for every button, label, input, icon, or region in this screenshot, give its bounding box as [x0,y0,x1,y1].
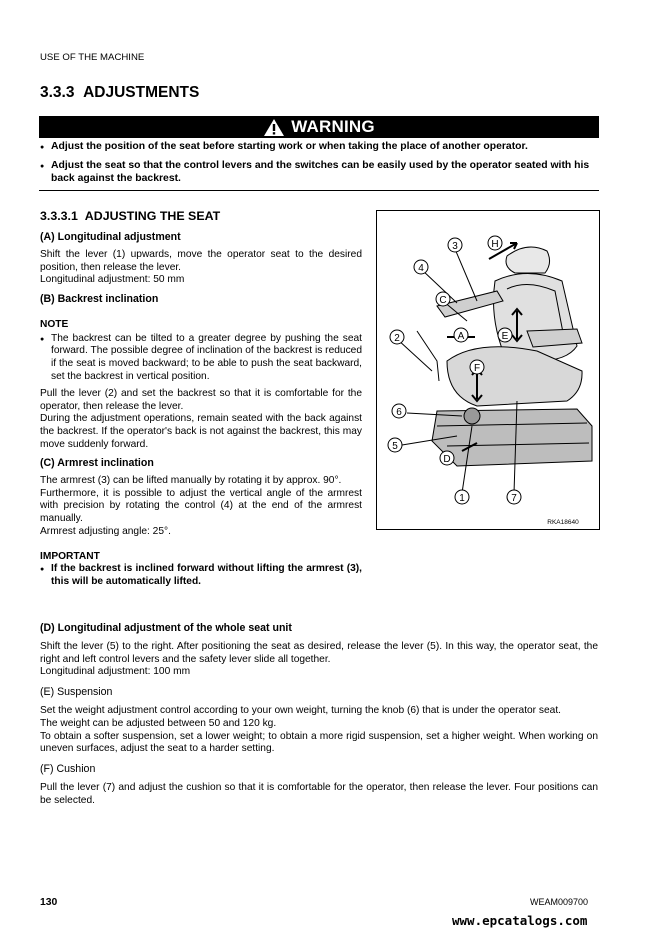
warning-item: ● Adjust the position of the seat before starting work or when taking the place of another operator. [40,141,598,154]
warning-item: ● Adjust the seat so that the control levers and the switches can be easily used by the operator seated with his back against the backrest. [40,160,598,186]
warning-list [40,141,598,185]
section-b-caution: During the adjustment operations, remain seated with the back against the backrest. If the operator's back is not against the backrest, this may move suddenly forward. [40,413,362,450]
callout-4-label: 4 [418,263,424,274]
callout-2 [390,330,404,344]
section-e-text: The weight can be adjusted between 50 and 120 kg. [40,717,277,729]
callout-f [470,360,484,374]
running-header: USE OF THE MACHINE [40,52,145,63]
warning-triangle-icon [263,118,285,137]
callout-7-label: 7 [511,493,517,504]
callout-3-label: 3 [452,241,458,252]
callout-6 [392,404,406,418]
subsection-heading [40,209,220,223]
warning-label: WARNING [291,117,375,136]
figure-code: RKA18640 [547,519,579,526]
section-e-text: Set the weight adjustment control according to your own weight, turning the knob (6) that is under the operator seat. [40,705,561,717]
note-text: ● The backrest can be tilted to a greater degree by pushing the seat forward. The possible degree of inclination of the backrest is reduced if the seat is moved backward; to be able to push the seat backward, set the backrest in vertical position. [40,333,362,383]
section-number: 3.3.3 [40,84,75,101]
warning-divider [39,190,599,191]
section-d-spec: Longitudinal adjustment: 100 mm [40,666,191,678]
subsection-number: 3.3.3.1 [40,209,78,223]
callout-e [498,328,512,342]
section-heading [40,84,199,102]
callout-c [436,292,450,306]
callout-a-label: A [457,331,465,342]
callout-d-label: D [443,454,451,465]
callout-h-label: H [491,239,499,250]
section-a-spec: Longitudinal adjustment: 50 mm [40,274,185,286]
callout-3 [448,238,462,252]
document-code: WEAM009700 [530,897,589,907]
section-b-title: (B) Backrest inclination [40,292,159,305]
callout-4 [414,260,428,274]
section-f-title: (F) Cushion [40,762,96,775]
warning-banner [39,116,599,138]
page-number: 130 [40,897,58,908]
note-label: NOTE [40,318,69,330]
callout-a [454,328,468,342]
section-d-text: Shift the lever (5) to the right. After positioning the seat as desired, release the lever (5). In this way, the operator seat, the right and left control levers and the safety lever slide all together. [40,641,598,665]
section-c-text: Furthermore, it is possible to adjust the vertical angle of the armrest with precision by rotating the control (4) at the end of the armrest manually. [40,487,362,524]
section-d-title: (D) Longitudinal adjustment of the whole seat unit [40,622,292,634]
callout-1-label: 1 [459,493,465,504]
section-c-text: The armrest (3) can be lifted manually by rotating it by approx. 90°. [40,475,342,487]
callout-c-label: C [439,295,447,306]
callout-d [440,451,454,465]
section-a-title: (A) Longitudinal adjustment [40,231,181,243]
important-label: IMPORTANT [40,551,100,563]
callout-5 [388,438,402,452]
callout-e-label: E [501,331,509,342]
seat-figure [376,210,600,530]
full-width-column [40,622,598,808]
callout-7 [507,490,521,504]
callout-6-label: 6 [396,407,402,418]
section-title: ADJUSTMENTS [83,84,200,101]
subsection-title: ADJUSTING THE SEAT [84,209,221,223]
left-column [40,231,362,589]
section-f-text: Pull the lever (7) and adjust the cushion so that it is comfortable for the operator, then release the lever. Four positions can be selected. [40,782,598,806]
section-c-title: (C) Armrest inclination [40,457,154,470]
section-c-spec: Armrest adjusting angle: 25°. [40,525,171,537]
callout-f-label: F [473,363,481,374]
section-b-text: Pull the lever (2) and set the backrest so that it is comfortable for the operator, then release the lever. [40,388,362,412]
watermark-link[interactable]: www.epcatalogs.com [452,913,588,928]
callout-2-label: 2 [394,333,400,344]
section-e-title: (E) Suspension [40,685,113,698]
callout-5-label: 5 [392,441,398,452]
seat-diagram [377,211,599,529]
callout-h [488,236,502,250]
section-a-text: Shift the lever (1) upwards, move the operator seat to the desired position, then release the lever. [40,249,362,273]
important-text: ● If the backrest is inclined forward without lifting the armrest (3), this will be automatically lifted. [40,563,362,589]
callout-1 [455,490,469,504]
section-e-text: To obtain a softer suspension, set a lower weight; to obtain a more rigid suspension, set a higher weight. When working on uneven surfaces, adjust the seat to a harder setting. [40,730,598,755]
